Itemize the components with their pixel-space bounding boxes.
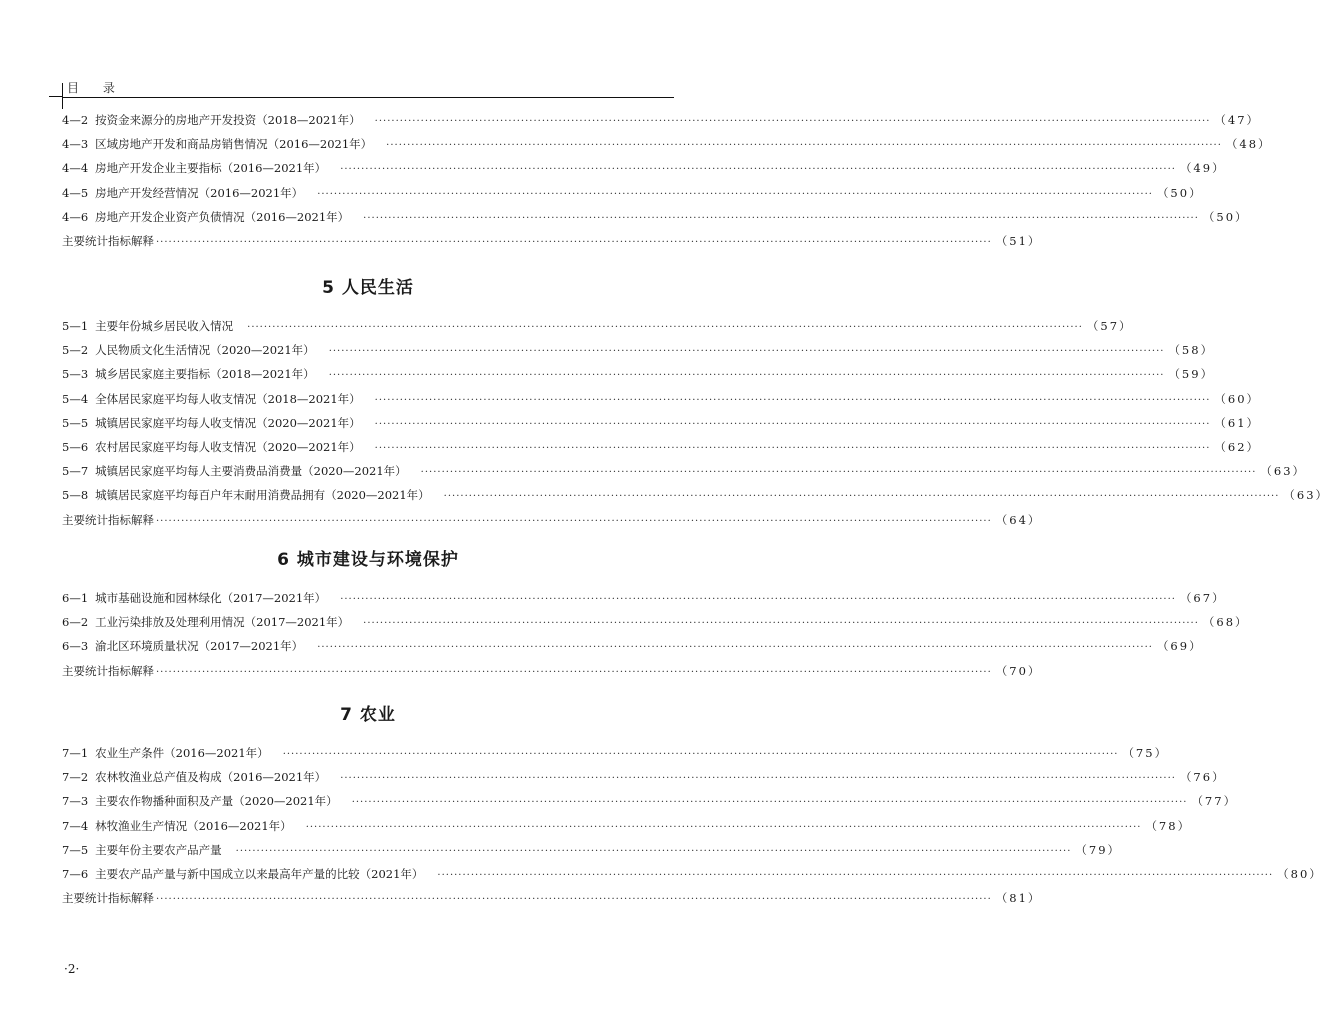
toc-entry[interactable] [62,659,1042,683]
toc-entry-title: 全体居民家庭平均每人收支情况（2018—2021年） [95,391,361,406]
toc-entry-title: 农林牧渔业总产值及构成（2016—2021年） [95,770,327,785]
toc-entry[interactable] [62,132,1272,156]
toc-entry[interactable] [62,741,1169,765]
toc-entry-page: （68） [1202,615,1249,630]
toc-entry-title: 城市基础设施和园林绿化（2017—2021年） [95,591,327,605]
toc-entry[interactable] [62,634,1203,658]
toc-entry[interactable] [62,229,1042,253]
toc-entry-page: （80） [1277,866,1323,881]
toc-entry-page: （48） [1225,137,1272,152]
leader-dots: ········································································································································································································ [363,212,1199,224]
toc-entry-title: 农村居民家庭平均每人收支情况（2020—2021年） [95,439,361,454]
toc-entry-title: 主要统计指标解释 [62,512,154,527]
toc-entry-page: （61） [1214,415,1261,430]
leader-dots: ········································································································································································································ [437,869,1274,881]
toc-entry-page: （47） [1214,113,1261,127]
toc-entry-page: （49） [1179,161,1226,176]
toc-entry[interactable] [62,765,1226,789]
toc-entry-page: （64） [995,512,1042,527]
toc-section-s6 [62,548,1249,683]
toc-entry[interactable] [62,459,1307,483]
toc-entry[interactable] [62,205,1249,229]
toc-entry-page: （78） [1145,818,1192,833]
toc-entry-title: 主要年份城乡居民收入情况 [95,319,234,333]
toc-entry-page: （62） [1214,439,1261,454]
toc-entry[interactable] [62,156,1226,180]
leader-dots: ········································································································································································································ [156,515,992,527]
toc-entry-page: （70） [995,663,1042,678]
toc-entry-number: 4—2 [62,113,89,127]
leader-dots: ········································································································································································································ [374,418,1211,430]
toc-entry-number: 4—4 [62,161,89,176]
leader-dots: ········································································································································································································ [317,642,1153,654]
toc-entry[interactable] [62,508,1042,532]
toc-entry-number: 6—2 [62,615,89,630]
toc-section-s7 [62,703,1323,910]
toc-entry[interactable] [62,387,1261,411]
toc-entry-number: 7—3 [62,794,89,809]
toc-entry-number: 5—3 [62,367,89,382]
toc-entry-number: 7—4 [62,818,89,833]
toc-entry[interactable] [62,108,1261,132]
toc-entry-page: （76） [1179,770,1226,785]
toc-entry-page: （77） [1191,794,1238,809]
toc-entry-page: （63） [1283,488,1329,503]
toc-entry-number: 5—8 [62,488,89,503]
toc-entry[interactable] [62,411,1261,435]
toc-entry-title: 房地产开发经营情况（2016—2021年） [95,185,304,200]
leader-dots: ········································································································································································································ [156,666,992,678]
toc-entry-title: 工业污染排放及处理利用情况（2017—2021年） [95,615,350,630]
toc-entry-page: （79） [1075,842,1122,857]
toc-entry-title: 主要农作物播种面积及产量（2020—2021年） [95,794,338,809]
leader-dots: ········································································································································································································ [340,594,1176,605]
leader-dots: ········································································································································································································ [305,821,1142,833]
toc-entry-number: 5—5 [62,415,89,430]
leader-dots: ········································································································································································································ [282,749,1119,760]
toc-entry-number: 4—3 [62,137,89,152]
toc-entry-number: 7—1 [62,746,89,760]
toc-entry-number: 6—1 [62,591,89,605]
section-heading: 7 农业 [340,705,396,725]
toc-entry[interactable] [62,814,1192,838]
toc-entry-title: 城乡居民家庭主要指标（2018—2021年） [95,367,315,382]
leader-dots: ········································································································································································································ [374,442,1211,454]
toc-entry-page: （58） [1168,343,1215,358]
toc-entry-page: （51） [995,233,1042,248]
toc-entry-page: （63） [1260,464,1307,479]
toc-entry[interactable] [62,181,1203,205]
toc-entry-title: 林牧渔业生产情况（2016—2021年） [95,818,292,833]
leader-dots: ········································································································································································································ [247,322,1083,333]
toc-entry[interactable] [62,483,1329,507]
toc-entry-title: 主要统计指标解释 [62,233,154,248]
toc-section-s5 [62,276,1329,532]
toc-entry[interactable] [62,435,1261,459]
toc-entry[interactable] [62,314,1133,338]
toc-entry-title: 渝北区环境质量状况（2017—2021年） [95,639,304,654]
toc-entry-title: 城镇居民家庭平均每人主要消费品消费量（2020—2021年） [95,464,407,479]
leader-dots: ········································································································································································································ [374,394,1211,406]
toc-entry[interactable] [62,362,1215,386]
toc-entry-page: （50） [1156,185,1203,200]
leader-dots: ········································································································································································································ [156,894,992,906]
leader-dots: ········································································································································································································ [328,370,1165,382]
toc-entry-title: 按资金来源分的房地产开发投资（2018—2021年） [95,113,361,127]
toc-entry[interactable] [62,338,1215,362]
toc-entry-number: 5—4 [62,391,89,406]
toc-entry-page: （75） [1122,746,1169,760]
leader-dots: ········································································································································································································ [317,188,1153,200]
toc-entry-page: （69） [1156,639,1203,654]
toc-entry-title: 主要统计指标解释 [62,891,154,906]
toc-entry-title: 城镇居民家庭平均每人收支情况（2020—2021年） [95,415,361,430]
toc-entry-title: 房地产开发企业主要指标（2016—2021年） [95,161,327,176]
toc-entry-number: 6—3 [62,639,89,654]
toc-entry-number: 7—5 [62,842,89,857]
leader-dots: ········································································································································································································ [374,116,1211,127]
toc-entry-number: 5—7 [62,464,89,479]
toc-entry-page: （59） [1168,367,1215,382]
leader-dots: ········································································································································································································ [363,618,1199,630]
toc-entry-title: 人民物质文化生活情况（2020—2021年） [95,343,315,358]
page-number: ·2· [64,962,80,976]
toc-entry-number: 7—6 [62,866,89,881]
running-header-title: 目 录 [67,81,125,95]
toc-entry[interactable] [62,886,1042,910]
leader-dots: ········································································································································································································ [340,773,1176,785]
toc-section-s4 [62,108,1272,253]
leader-dots: ········································································································································································································ [420,467,1257,479]
toc-entry-title: 主要农产品产量与新中国成立以来最高年产量的比较（2021年） [95,866,424,881]
toc-entry-number: 5—2 [62,343,89,358]
section-heading: 5 人民生活 [322,278,414,298]
leader-dots: ········································································································································································································ [351,797,1188,809]
toc-entry-page: （67） [1179,591,1226,605]
header-corner-horizontal [49,96,63,97]
toc-entry-title: 农业生产条件（2016—2021年） [95,746,269,760]
toc-entry-title: 区域房地产开发和商品房销售情况（2016—2021年） [95,137,373,152]
toc-entry-title: 城镇居民家庭平均每百户年末耐用消费品拥有（2020—2021年） [95,488,430,503]
leader-dots: ········································································································································································································ [235,845,1072,857]
leader-dots: ········································································································································································································ [386,140,1222,152]
toc-entry-page: （57） [1086,319,1133,333]
toc-entry-title: 房地产开发企业资产负债情况（2016—2021年） [95,209,350,224]
header-rule [62,97,674,98]
toc-entry-page: （50） [1202,209,1249,224]
toc-entry[interactable] [62,610,1249,634]
toc-entry[interactable] [62,789,1238,813]
leader-dots: ········································································································································································································ [340,164,1176,176]
section-heading: 6 城市建设与环境保护 [277,550,459,570]
toc-entry-title: 主要统计指标解释 [62,663,154,678]
toc-entry-number: 4—5 [62,185,89,200]
leader-dots: ········································································································································································································ [443,491,1280,503]
toc-entry[interactable] [62,862,1323,886]
leader-dots: ········································································································································································································ [328,346,1165,358]
toc-entry-number: 4—6 [62,209,89,224]
leader-dots: ········································································································································································································ [156,236,992,248]
toc-entry-title: 主要年份主要农产品产量 [95,842,222,857]
toc-entry-number: 5—1 [62,319,89,333]
toc-entry[interactable] [62,586,1226,610]
toc-entry-page: （60） [1214,391,1261,406]
toc-entry[interactable] [62,838,1122,862]
toc-entry-page: （81） [995,891,1042,906]
toc-entry-number: 7—2 [62,770,89,785]
toc-entry-number: 5—6 [62,439,89,454]
